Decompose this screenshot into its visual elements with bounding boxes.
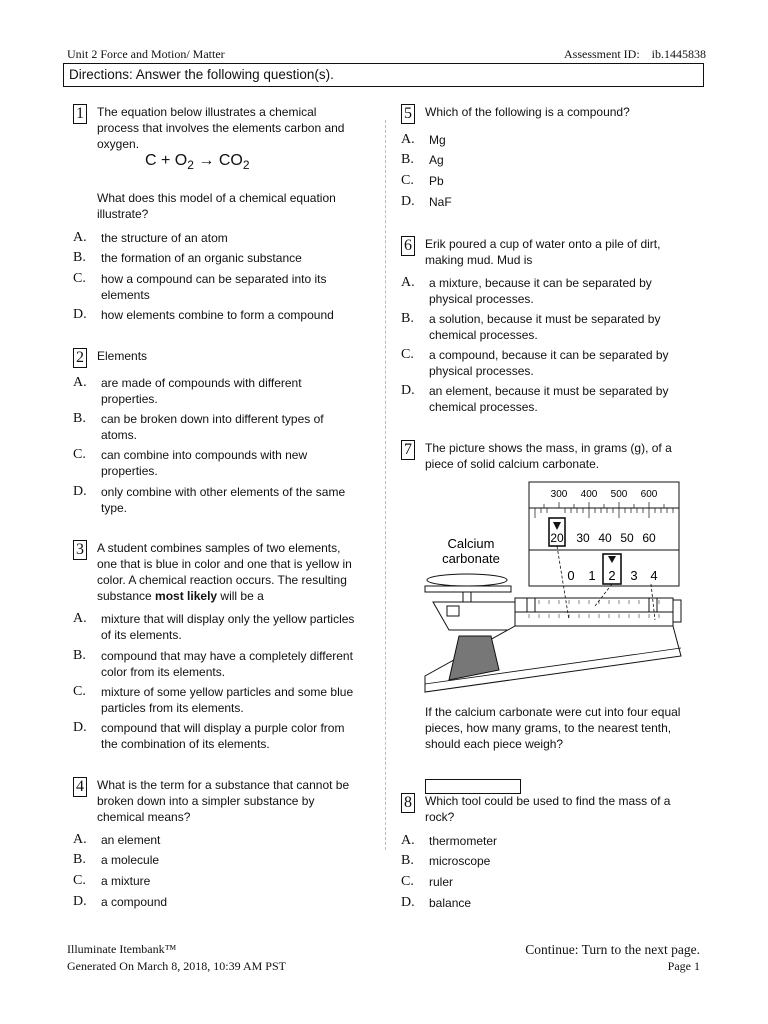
directions-box: Directions: Answer the following question(s). [63, 63, 704, 87]
option-text: a compound, because it can be separated by [429, 348, 669, 362]
option-text: a compound [101, 895, 168, 909]
equation-reactants: C + O [145, 152, 188, 169]
lower-scale-label: 3 [630, 568, 638, 583]
balance-knob [447, 606, 459, 616]
option-text: Ag [429, 153, 444, 167]
option-letter: B. [73, 411, 86, 426]
stem-line: color. A chemical reaction occurs. The resulting [97, 573, 347, 587]
option-text: NaF [429, 195, 452, 209]
lower-scale-label: 2 [608, 568, 616, 583]
option-letter: C. [73, 271, 86, 286]
assessment-id-label: Assessment ID: [563, 47, 640, 61]
middle-scale-label: 50 [620, 531, 634, 545]
option-text: ruler [429, 875, 454, 889]
chemical-equation [145, 152, 250, 172]
stem-line: rock? [425, 810, 455, 824]
stem-line: process that involves the elements carbon and [97, 121, 345, 135]
question-2 [73, 348, 373, 520]
footer-navigation [525, 941, 700, 975]
balance-beam-lower [515, 612, 673, 626]
question-stem [425, 793, 670, 825]
option-text: thermometer [429, 834, 498, 848]
stem-line: What does this model of a chemical equation [97, 191, 336, 205]
question-7-followup [425, 704, 680, 752]
option-text: the structure of an atom [101, 231, 228, 245]
option-text: only combine with other elements of the same [101, 485, 346, 499]
option-letter: C. [73, 873, 86, 888]
stem-line: chemical means? [97, 810, 191, 824]
option-text: how a compound can be separated into its [101, 272, 327, 286]
option-letter: B. [401, 152, 414, 167]
question-stem [97, 104, 344, 152]
page-number: Page 1 [667, 959, 700, 973]
generated-timestamp: Generated On March 8, 2018, 10:39 AM PST [67, 959, 286, 973]
option-text: an element [101, 833, 161, 847]
lower-scale-label: 0 [567, 568, 575, 583]
option-letter: B. [73, 648, 86, 663]
stem-line: Which tool could be used to find the mass of a [425, 794, 671, 808]
assessment-id [564, 47, 706, 62]
option-letter: C. [73, 447, 86, 462]
stem-line: should each piece weigh? [425, 737, 564, 751]
question-number: 1 [73, 104, 87, 124]
option-text: a solution, because it must be separated by [429, 312, 661, 326]
middle-scale-label: 30 [576, 531, 590, 545]
stem-line: broken down into a simpler substance by [97, 794, 315, 808]
option-letter: B. [73, 250, 86, 265]
option-text: compound that will display a purple color from [101, 721, 345, 735]
pan-post [463, 592, 471, 602]
question-1 [73, 104, 373, 334]
option-letter: A. [401, 275, 415, 290]
course-title: Unit 2 Force and Motion/ Matter [67, 47, 225, 61]
option-letter: D. [73, 484, 87, 499]
option-text: Mg [429, 133, 446, 147]
top-scale-label: 500 [610, 489, 628, 500]
option-letter: A. [401, 132, 415, 147]
option-letter: D. [73, 720, 87, 735]
equation-product: CO [218, 152, 243, 169]
lower-scale-label: 1 [588, 568, 596, 583]
option-text: an element, because it must be separated by [429, 384, 669, 398]
question-number: 6 [401, 236, 415, 256]
assessment-id-value: ib.1445838 [651, 47, 706, 61]
question-number: 4 [73, 777, 87, 797]
column-divider [385, 120, 386, 850]
option-letter: C. [401, 347, 414, 362]
question-stem [425, 440, 672, 472]
option-text: of its elements. [101, 628, 182, 642]
top-scale-label: 300 [550, 489, 568, 500]
option-letter: D. [401, 895, 415, 910]
question-number: 8 [401, 793, 415, 813]
option-text: balance [429, 896, 472, 910]
question-stem [97, 540, 352, 604]
balance-pan [425, 586, 511, 592]
stem-line: piece of solid calcium carbonate. [425, 457, 600, 471]
stem-line: A student combines samples of two elements, [97, 541, 341, 555]
beam-rider [527, 598, 535, 612]
middle-scale-label: 20 [550, 531, 564, 545]
option-letter: B. [73, 852, 86, 867]
stem-text: will be a [217, 589, 264, 603]
option-text: Pb [429, 174, 444, 188]
stem-line: Elements [97, 349, 148, 363]
option-letter: A. [73, 832, 87, 847]
option-text: physical processes. [429, 364, 534, 378]
equation-subscript: 2 [187, 158, 194, 173]
question-4 [73, 777, 373, 911]
stem-line: illustrate? [97, 207, 149, 221]
question-stem [425, 236, 660, 268]
option-text: particles from its elements. [101, 701, 244, 715]
stem-line: pieces, how many grams, to the nearest tenth, [425, 721, 672, 735]
middle-scale-label: 60 [642, 531, 656, 545]
option-text: atoms. [101, 428, 138, 442]
option-text: microscope [429, 854, 491, 868]
stem-line: making mud. Mud is [425, 253, 533, 267]
question-3 [73, 540, 378, 752]
top-scale-label: 600 [640, 489, 658, 500]
footer-info [67, 941, 286, 975]
option-text: can be broken down into different types of [101, 412, 324, 426]
stem-line: Erik poured a cup of water onto a pile of dirt, [425, 237, 661, 251]
equation-subscript: 2 [242, 158, 250, 173]
option-text: how elements combine to form a compound [101, 308, 334, 322]
question-prompt [97, 190, 336, 222]
option-text: are made of compounds with different [101, 376, 302, 390]
top-scale-label: 400 [580, 489, 598, 500]
option-text: a molecule [101, 853, 160, 867]
itembank-brand: Illuminate Itembank™ [67, 942, 177, 956]
question-stem [425, 104, 630, 120]
option-text: mixture of some yellow particles and some blue [101, 685, 354, 699]
option-letter: A. [401, 833, 415, 848]
question-number: 2 [73, 348, 87, 368]
question-7 [401, 440, 701, 770]
option-text: color from its elements. [101, 665, 226, 679]
option-text: chemical processes. [429, 400, 538, 414]
option-letter: A. [73, 375, 87, 390]
option-letter: A. [73, 230, 87, 245]
middle-scale-label: 40 [598, 531, 612, 545]
option-letter: C. [401, 874, 414, 889]
stem-line: If the calcium carbonate were cut into four equal [425, 705, 681, 719]
option-text: properties. [101, 392, 158, 406]
option-letter: D. [73, 307, 87, 322]
question-stem [97, 348, 147, 364]
option-text: elements [101, 288, 150, 302]
stem-line [97, 588, 352, 604]
option-letter: B. [401, 853, 414, 868]
option-text: compound that may have a completely different [101, 649, 353, 663]
option-text: can combine into compounds with new [101, 448, 308, 462]
lower-scale-label: 4 [650, 568, 658, 583]
option-text: the formation of an organic substance [101, 251, 302, 265]
option-text: type. [101, 501, 128, 515]
calcium-carbonate-label: carbonate [442, 551, 500, 566]
stem-line: The picture shows the mass, in grams (g), of a [425, 441, 672, 455]
question-stem [97, 777, 349, 825]
option-letter: C. [73, 684, 86, 699]
stem-line: one that is blue in color and one that is yellow in [97, 557, 352, 571]
option-text: mixture that will display only the yellow particles [101, 612, 355, 626]
calcium-carbonate-label: Calcium [447, 536, 495, 551]
continue-note: Continue: Turn to the next page. [525, 942, 700, 957]
stem-text: substance [97, 589, 156, 603]
option-letter: D. [401, 194, 415, 209]
option-letter: C. [401, 173, 414, 188]
stem-line: oxygen. [97, 137, 140, 151]
option-text: chemical processes. [429, 328, 538, 342]
question-8 [401, 793, 701, 913]
answer-input-box[interactable] [425, 779, 521, 794]
stem-line: The equation below illustrates a chemical [97, 105, 317, 119]
calcium-carbonate-sample [427, 574, 507, 586]
option-letter: D. [73, 894, 87, 909]
question-5 [401, 104, 701, 214]
question-6 [401, 236, 701, 416]
question-number: 3 [73, 540, 87, 560]
option-letter: D. [401, 383, 415, 398]
triple-beam-balance-figure [419, 480, 689, 702]
beam-end-cap [673, 600, 681, 622]
option-letter: B. [401, 311, 414, 326]
reaction-arrow: → [198, 152, 215, 169]
option-text: a mixture [101, 874, 151, 888]
option-text: a mixture, because it can be separated by [429, 276, 652, 290]
question-number: 5 [401, 104, 415, 124]
option-text: physical processes. [429, 292, 534, 306]
option-letter: A. [73, 611, 87, 626]
option-text: properties. [101, 464, 158, 478]
option-text: the combination of its elements. [101, 737, 270, 751]
emphasis-text: most likely [155, 589, 218, 603]
stem-line: What is the term for a substance that cannot be [97, 778, 350, 792]
question-number: 7 [401, 440, 415, 460]
stem-line: Which of the following is a compound? [425, 105, 630, 119]
